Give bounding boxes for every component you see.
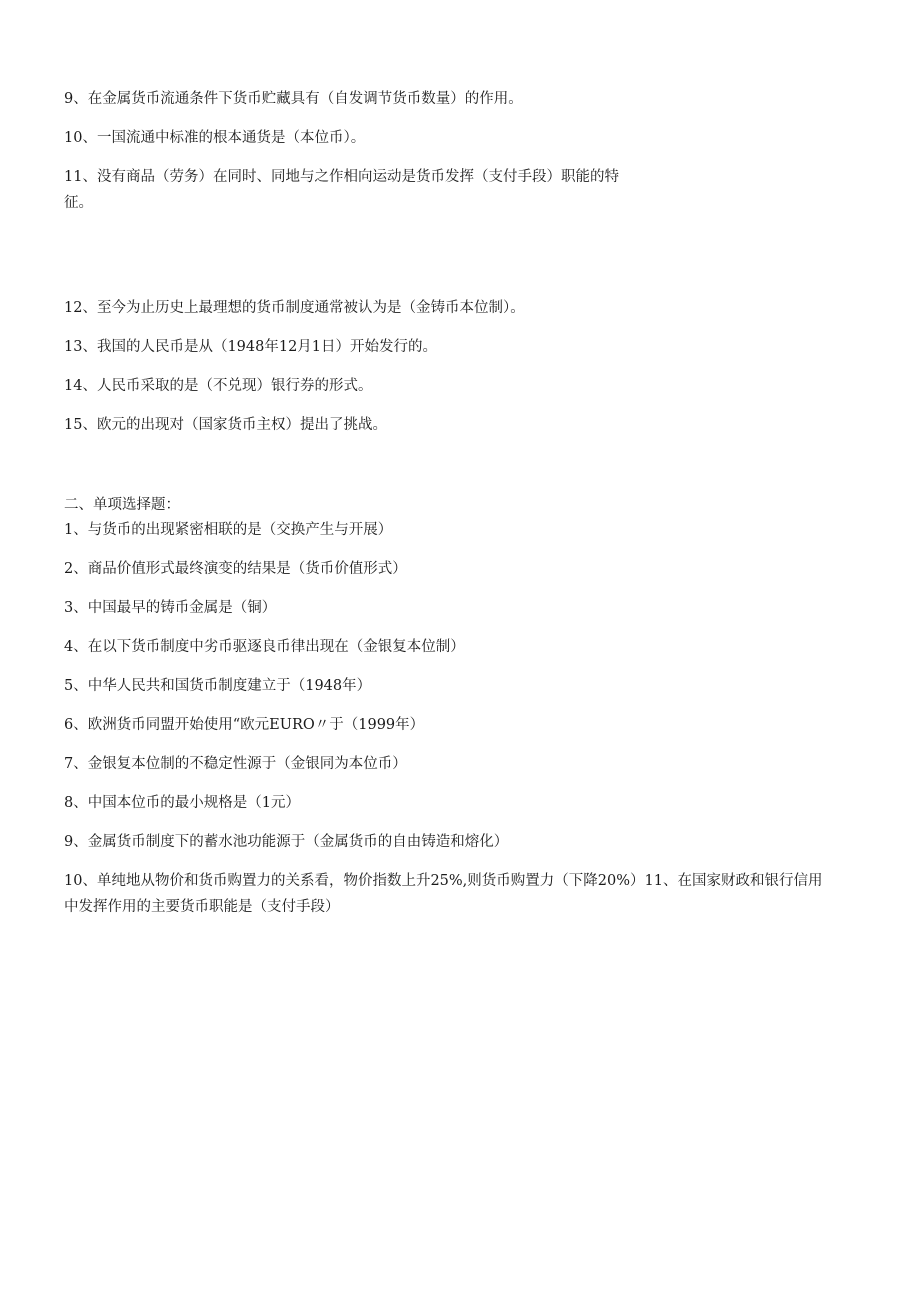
single-choice-item-11: 中发挥作用的主要货币职能是（支付手段） xyxy=(64,899,340,915)
single-choice-item-1: 1、与货币的出现紧密相联的是（交换产生与开展） xyxy=(64,522,393,538)
fill-blank-item-15: 15、欧元的出现对（国家货币主权）提出了挑战。 xyxy=(64,417,387,433)
fill-blank-item-11-continued: 征。 xyxy=(64,195,93,211)
single-choice-item-7: 7、金银复本位制的不稳定性源于（金银同为本位币） xyxy=(64,756,407,772)
single-choice-item-9: 9、金属货币制度下的蓄水池功能源于（金属货币的自由铸造和熔化） xyxy=(64,834,509,850)
fill-blank-item-10: 10、一国流通中标准的根本通货是（本位币）。 xyxy=(64,130,366,146)
single-choice-item-2: 2、商品价值形式最终演变的结果是（货币价值形式） xyxy=(64,561,407,577)
single-choice-item-8: 8、中国本位币的最小规格是（1元） xyxy=(64,795,300,811)
single-choice-item-6: 6、欧洲货币同盟开始使用“欧元EURO〃于（1999年） xyxy=(64,717,425,733)
fill-blank-item-11: 11、没有商品（劳务）在同时、同地与之作相向运动是货币发挥（支付手段）职能的特 xyxy=(64,169,619,185)
single-choice-item-4: 4、在以下货币制度中劣币驱逐良币律出现在（金银复本位制） xyxy=(64,639,465,655)
section-heading-single-choice: 二、单项选择题： xyxy=(64,497,180,513)
single-choice-item-3: 3、中国最早的铸币金属是（铜） xyxy=(64,600,277,616)
single-choice-item-10: 10、单纯地从物价和货币购置力的关系看，物价指数上升25%,则货币购置力（下降20%）11、在国家财政和银行信用 xyxy=(64,873,823,889)
fill-blank-item-9: 9、在金属货币流通条件下货币贮藏具有（自发调节货币数量）的作用。 xyxy=(64,91,523,107)
fill-blank-item-12: 12、至今为止历史上最理想的货币制度通常被认为是（金铸币本位制）。 xyxy=(64,300,525,316)
fill-blank-item-14: 14、人民币采取的是（不兑现）银行券的形式。 xyxy=(64,378,373,394)
fill-blank-item-13: 13、我国的人民币是从（1948年12月1日）开始发行的。 xyxy=(64,339,438,355)
single-choice-item-5: 5、中华人民共和国货币制度建立于（1948年） xyxy=(64,678,372,694)
